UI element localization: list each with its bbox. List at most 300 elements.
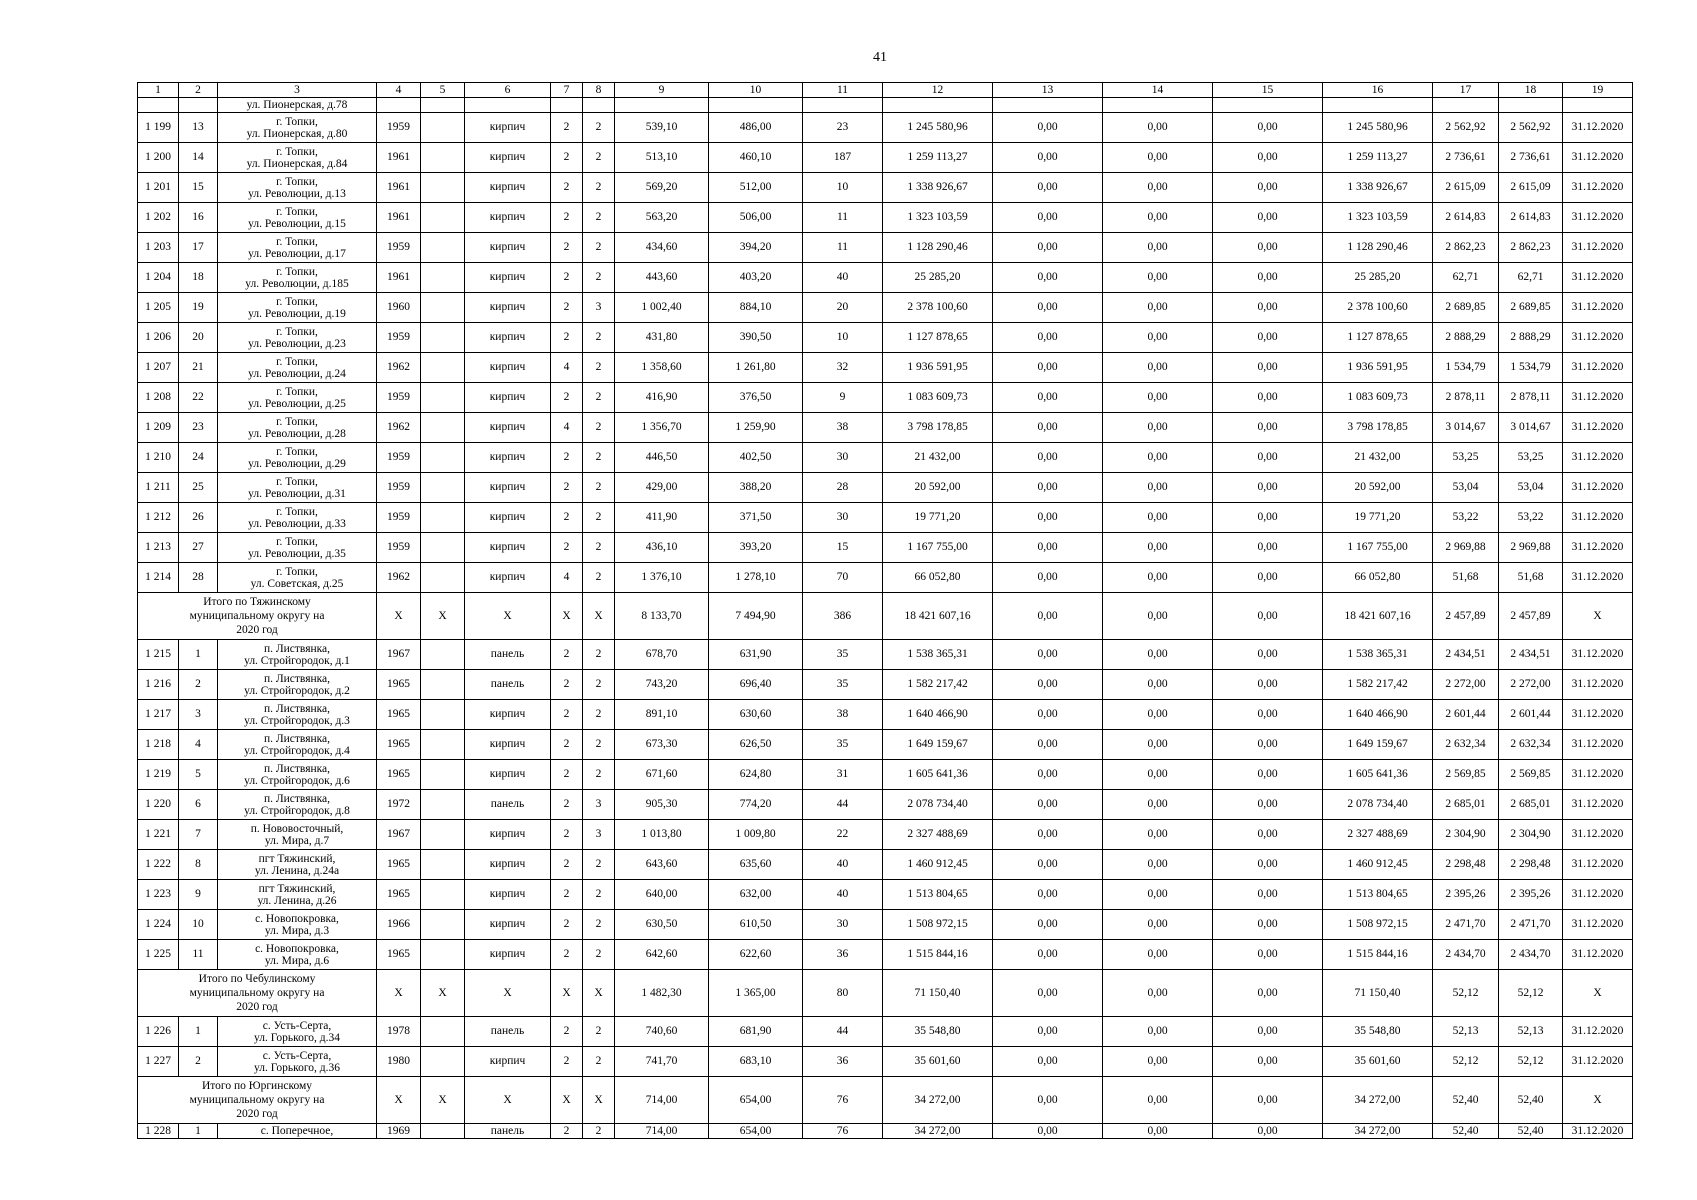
table-cell: 1 002,40 — [615, 293, 709, 323]
table-cell: 1 127 878,65 — [883, 323, 993, 353]
table-cell: 1961 — [377, 203, 421, 233]
table-row — [138, 413, 1633, 443]
table-cell: панель — [465, 1017, 551, 1047]
table-cell: 2 — [551, 233, 583, 263]
table-cell: 0,00 — [1103, 143, 1213, 173]
table-cell: 2 — [583, 233, 615, 263]
table-cell: 0,00 — [993, 760, 1103, 790]
table-cell: 654,00 — [709, 1077, 803, 1124]
cell-line: г. Топки, — [276, 145, 318, 158]
table-cell: 31.12.2020 — [1563, 1047, 1633, 1077]
table-cell: 0,00 — [1213, 970, 1323, 1017]
table-cell: 1 009,80 — [709, 820, 803, 850]
table-cell: 1961 — [377, 263, 421, 293]
column-header: 4 — [377, 83, 421, 98]
table-cell — [551, 98, 583, 113]
row-number: 1 203 — [138, 233, 179, 263]
table-cell: кирпич — [465, 820, 551, 850]
table-cell: кирпич — [465, 503, 551, 533]
table-cell: 1 649 159,67 — [1323, 730, 1433, 760]
address-cell — [218, 473, 377, 503]
table-cell: 1 640 466,90 — [1323, 700, 1433, 730]
table-cell — [421, 563, 465, 593]
table-row — [138, 263, 1633, 293]
column-header: 15 — [1213, 83, 1323, 98]
column-header: 7 — [551, 83, 583, 98]
address-cell — [218, 383, 377, 413]
address-cell — [218, 940, 377, 970]
table-cell: кирпич — [465, 533, 551, 563]
table-cell: X — [551, 1077, 583, 1124]
table-cell: 31.12.2020 — [1563, 353, 1633, 383]
cell-line: ул. Революции, д.25 — [248, 397, 346, 410]
cell-line: ул. Революции, д.31 — [248, 487, 346, 500]
table-cell: 31 — [803, 760, 883, 790]
table-cell: 187 — [803, 143, 883, 173]
table-cell: 2 878,11 — [1433, 383, 1499, 413]
table-cell: 626,50 — [709, 730, 803, 760]
table-cell: 2 — [583, 910, 615, 940]
table-cell: 0,00 — [993, 263, 1103, 293]
cell-line: г. Топки, — [276, 175, 318, 188]
cell-line: ул. Революции, д.29 — [248, 457, 346, 470]
table-cell: 429,00 — [615, 473, 709, 503]
cell-line: ул. Мира, д.3 — [264, 924, 330, 937]
address-cell — [218, 293, 377, 323]
cell-line: г. Топки, — [276, 475, 318, 488]
cell-line: с. Усть-Серта, — [262, 1019, 332, 1032]
table-cell: 0,00 — [1103, 850, 1213, 880]
table-cell: 394,20 — [709, 233, 803, 263]
table-cell: 31.12.2020 — [1563, 563, 1633, 593]
table-cell: 53,25 — [1499, 443, 1563, 473]
table-cell: 0,00 — [1213, 533, 1323, 563]
table-cell — [993, 98, 1103, 113]
table-cell: 1 127 878,65 — [1323, 323, 1433, 353]
address-cell — [218, 263, 377, 293]
table-cell: 31.12.2020 — [1563, 760, 1633, 790]
table-cell: 2 562,92 — [1433, 113, 1499, 143]
table-cell: кирпич — [465, 353, 551, 383]
table-cell: 0,00 — [1213, 1017, 1323, 1047]
table-cell: 1959 — [377, 533, 421, 563]
table-cell: 52,13 — [1499, 1017, 1563, 1047]
table-cell: 0,00 — [993, 503, 1103, 533]
table-cell — [421, 293, 465, 323]
table-cell: 0,00 — [1213, 473, 1323, 503]
table-cell: 52,12 — [1499, 1047, 1563, 1077]
table-cell: 11 — [803, 233, 883, 263]
table-cell: X — [1563, 593, 1633, 640]
table-cell: 2 601,44 — [1433, 700, 1499, 730]
table-cell — [421, 383, 465, 413]
table-cell: 34 272,00 — [1323, 1077, 1433, 1124]
table-cell: 1980 — [377, 1047, 421, 1077]
row-number: 1 213 — [138, 533, 179, 563]
table-row — [138, 670, 1633, 700]
table-cell: 569,20 — [615, 173, 709, 203]
table-cell: панель — [465, 1124, 551, 1139]
table-cell: 0,00 — [993, 1017, 1103, 1047]
table-cell: 743,20 — [615, 670, 709, 700]
table-cell: 1 259 113,27 — [1323, 143, 1433, 173]
table-cell: 2 — [551, 880, 583, 910]
table-cell: 2 — [551, 850, 583, 880]
address-cell — [218, 760, 377, 790]
table-cell: 0,00 — [1103, 533, 1213, 563]
table-cell: 2 327 488,69 — [883, 820, 993, 850]
table-row — [138, 533, 1633, 563]
row-number: 1 208 — [138, 383, 179, 413]
table-cell — [615, 98, 709, 113]
row-number: 1 214 — [138, 563, 179, 593]
cell-line: ул. Революции, д.33 — [248, 517, 346, 530]
table-cell: 8 133,70 — [615, 593, 709, 640]
column-header: 8 — [583, 83, 615, 98]
table-cell: 18 421 607,16 — [1323, 593, 1433, 640]
table-cell: 34 272,00 — [883, 1077, 993, 1124]
table-cell: 80 — [803, 970, 883, 1017]
cell-line: п. Листвянка, — [263, 762, 331, 775]
table-cell: 0,00 — [993, 203, 1103, 233]
table-row — [138, 233, 1633, 263]
table-cell: 1 323 103,59 — [883, 203, 993, 233]
address-cell — [218, 640, 377, 670]
table-cell: 2 — [551, 293, 583, 323]
table-cell: 2 457,89 — [1433, 593, 1499, 640]
table-cell: 3 — [583, 820, 615, 850]
cell-line: г. Топки, — [276, 235, 318, 248]
table-cell: 0,00 — [1213, 1047, 1323, 1077]
table-cell: 0,00 — [1103, 910, 1213, 940]
table-cell: 4 — [551, 353, 583, 383]
table-cell: 0,00 — [1103, 173, 1213, 203]
table-cell: 1 515 844,16 — [883, 940, 993, 970]
table-cell: 1959 — [377, 443, 421, 473]
cell-line: ул. Революции, д.24 — [248, 367, 346, 380]
table-cell: 38 — [803, 700, 883, 730]
item-number: 4 — [179, 730, 218, 760]
table-cell: 31.12.2020 — [1563, 233, 1633, 263]
continuation-row — [138, 98, 1633, 113]
table-cell: 443,60 — [615, 263, 709, 293]
table-cell: 0,00 — [1103, 593, 1213, 640]
table-cell: 2 685,01 — [1433, 790, 1499, 820]
table-cell: 1 649 159,67 — [883, 730, 993, 760]
table-cell: 714,00 — [615, 1077, 709, 1124]
table-cell: 0,00 — [993, 970, 1103, 1017]
cell-line: г. Топки, — [276, 355, 318, 368]
table-cell: 1 259 113,27 — [883, 143, 993, 173]
table-cell: 2 272,00 — [1499, 670, 1563, 700]
column-header: 19 — [1563, 83, 1633, 98]
table-cell: 0,00 — [1103, 413, 1213, 443]
cell-line: п. Листвянка, — [263, 792, 331, 805]
table-cell: 0,00 — [1103, 700, 1213, 730]
table-cell: 2 — [583, 473, 615, 503]
table-cell: 0,00 — [1103, 323, 1213, 353]
table-cell: 1 534,79 — [1433, 353, 1499, 383]
table-cell: 1959 — [377, 503, 421, 533]
table-cell: 1 508 972,15 — [883, 910, 993, 940]
table-cell: 388,20 — [709, 473, 803, 503]
item-number: 28 — [179, 563, 218, 593]
table-cell: 32 — [803, 353, 883, 383]
address-cell — [218, 443, 377, 473]
cell-line: г. Топки, — [276, 265, 318, 278]
table-cell: 1 128 290,46 — [1323, 233, 1433, 263]
table-cell: 19 771,20 — [883, 503, 993, 533]
table-cell: 0,00 — [1213, 143, 1323, 173]
table-cell: 2 434,70 — [1433, 940, 1499, 970]
table-cell: 31.12.2020 — [1563, 700, 1633, 730]
table-cell: 1 338 926,67 — [1323, 173, 1433, 203]
table-cell — [421, 640, 465, 670]
table-cell: 563,20 — [615, 203, 709, 233]
column-header: 9 — [615, 83, 709, 98]
table-row — [138, 203, 1633, 233]
table-cell: 22 — [803, 820, 883, 850]
address-cell — [218, 820, 377, 850]
table-cell — [421, 353, 465, 383]
table-cell: 0,00 — [993, 443, 1103, 473]
table-cell: 71 150,40 — [883, 970, 993, 1017]
address-cell — [218, 143, 377, 173]
table-cell — [421, 730, 465, 760]
cell-line: ул. Ленина, д.24а — [254, 864, 340, 877]
table-cell: 0,00 — [1213, 503, 1323, 533]
table-cell — [583, 98, 615, 113]
table-cell — [421, 443, 465, 473]
table-cell: 632,00 — [709, 880, 803, 910]
table-cell: 0,00 — [1103, 263, 1213, 293]
table-cell: 393,20 — [709, 533, 803, 563]
cell-line: муниципальному округу на — [189, 1094, 325, 1106]
table-cell: 3 — [583, 293, 615, 323]
table-cell: 1 513 804,65 — [1323, 880, 1433, 910]
table-cell: 31.12.2020 — [1563, 443, 1633, 473]
table-cell: 460,10 — [709, 143, 803, 173]
column-header: 1 — [138, 83, 179, 98]
table-cell: 630,50 — [615, 910, 709, 940]
cell-line: 2020 год — [236, 624, 278, 636]
table-cell: 0,00 — [1213, 563, 1323, 593]
table-cell: 1967 — [377, 820, 421, 850]
table-cell: 2 395,26 — [1433, 880, 1499, 910]
table-cell: 1965 — [377, 940, 421, 970]
table-cell: 1965 — [377, 880, 421, 910]
item-number: 5 — [179, 760, 218, 790]
table-cell: 0,00 — [1213, 353, 1323, 383]
row-number: 1 225 — [138, 940, 179, 970]
table-cell — [1499, 98, 1563, 113]
table-cell: 2 — [551, 910, 583, 940]
cell-line: Итого по Юргинскому — [201, 1080, 313, 1092]
table-cell: 30 — [803, 503, 883, 533]
table-cell: 31.12.2020 — [1563, 940, 1633, 970]
table-cell: 0,00 — [1103, 940, 1213, 970]
address-cell — [218, 98, 377, 113]
table-cell: 2 — [551, 443, 583, 473]
table-row — [138, 910, 1633, 940]
table-row — [138, 563, 1633, 593]
table-cell: 2 — [551, 790, 583, 820]
cell-line: ул. Пионерская, д.80 — [246, 127, 348, 140]
cell-line: г. Топки, — [276, 205, 318, 218]
table-cell: 486,00 — [709, 113, 803, 143]
cell-line: ул. Пионерская, д.78 — [246, 99, 348, 111]
table-cell: 0,00 — [1213, 413, 1323, 443]
table-cell: 31.12.2020 — [1563, 533, 1633, 563]
table-cell: кирпич — [465, 323, 551, 353]
table-cell: 15 — [803, 533, 883, 563]
cell-line: ул. Революции, д.35 — [248, 547, 346, 560]
address-cell — [218, 880, 377, 910]
table-cell: 714,00 — [615, 1124, 709, 1139]
table-cell: 10 — [803, 323, 883, 353]
table-cell: 53,25 — [1433, 443, 1499, 473]
cell-line: Итого по Тяжинскому — [203, 596, 311, 608]
table-cell: 0,00 — [1103, 473, 1213, 503]
table-cell: 2 471,70 — [1499, 910, 1563, 940]
table-cell: 1 605 641,36 — [1323, 760, 1433, 790]
table-cell — [421, 233, 465, 263]
table-cell: 741,70 — [615, 1047, 709, 1077]
table-row — [138, 790, 1633, 820]
table-cell: 1 508 972,15 — [1323, 910, 1433, 940]
table-cell: кирпич — [465, 760, 551, 790]
table-cell: 53,22 — [1499, 503, 1563, 533]
table-cell: X — [1563, 970, 1633, 1017]
address-cell — [218, 850, 377, 880]
table-cell: 35 601,60 — [1323, 1047, 1433, 1077]
table-cell: 416,90 — [615, 383, 709, 413]
address-cell — [218, 1047, 377, 1077]
table-cell: кирпич — [465, 730, 551, 760]
table-cell: X — [1563, 1077, 1633, 1124]
table-cell — [421, 263, 465, 293]
table-cell — [421, 98, 465, 113]
cell-line: с. Новопокровка, — [255, 912, 339, 925]
table-cell: 1 376,10 — [615, 563, 709, 593]
table-cell: 0,00 — [1213, 443, 1323, 473]
table-cell: кирпич — [465, 263, 551, 293]
column-header: 12 — [883, 83, 993, 98]
table-cell: 0,00 — [993, 1077, 1103, 1124]
cell-line: п. Нововосточный, — [250, 822, 344, 835]
table-cell: 1 460 912,45 — [1323, 850, 1433, 880]
table-cell: 0,00 — [1103, 880, 1213, 910]
table-row — [138, 1047, 1633, 1077]
table-cell: 0,00 — [993, 173, 1103, 203]
table-cell: 25 285,20 — [1323, 263, 1433, 293]
table-cell: 1959 — [377, 323, 421, 353]
table-cell: 2 — [583, 730, 615, 760]
table-cell: кирпич — [465, 910, 551, 940]
table-cell: 7 494,90 — [709, 593, 803, 640]
table-cell: 513,10 — [615, 143, 709, 173]
table-cell: 1 582 217,42 — [1323, 670, 1433, 700]
table-cell: 2 — [551, 640, 583, 670]
address-cell — [218, 790, 377, 820]
row-number: 1 217 — [138, 700, 179, 730]
table-cell: 0,00 — [1213, 1077, 1323, 1124]
table-cell: 1 259,90 — [709, 413, 803, 443]
table-cell: 31.12.2020 — [1563, 880, 1633, 910]
table-cell: 2 878,11 — [1499, 383, 1563, 413]
row-number: 1 216 — [138, 670, 179, 700]
table-cell: 2 434,70 — [1499, 940, 1563, 970]
cell-line: муниципальному округу на — [189, 987, 325, 999]
table-cell — [803, 98, 883, 113]
table-cell: 2 736,61 — [1433, 143, 1499, 173]
table-cell — [1103, 98, 1213, 113]
table-cell: 1 128 290,46 — [883, 233, 993, 263]
table-cell: 0,00 — [1213, 910, 1323, 940]
table-cell: 0,00 — [1103, 233, 1213, 263]
cell-line: г. Топки, — [276, 505, 318, 518]
table-cell: 0,00 — [1213, 323, 1323, 353]
table-cell: 390,50 — [709, 323, 803, 353]
row-number: 1 201 — [138, 173, 179, 203]
table-cell: 0,00 — [993, 1124, 1103, 1139]
table-cell: 403,20 — [709, 263, 803, 293]
item-number: 1 — [179, 1124, 218, 1139]
item-number: 23 — [179, 413, 218, 443]
table-cell: 0,00 — [993, 113, 1103, 143]
table-cell: 0,00 — [993, 563, 1103, 593]
table-cell: 2 — [551, 820, 583, 850]
table-cell: 2 888,29 — [1499, 323, 1563, 353]
table-cell: 0,00 — [1103, 790, 1213, 820]
table-cell: X — [583, 1077, 615, 1124]
item-number: 13 — [179, 113, 218, 143]
table-cell: 1969 — [377, 1124, 421, 1139]
table-cell: 2 — [583, 670, 615, 700]
table-cell: 2 — [551, 173, 583, 203]
table-cell: 2 632,34 — [1499, 730, 1563, 760]
row-number: 1 202 — [138, 203, 179, 233]
cell-line: пгт Тяжинский, — [258, 882, 336, 895]
table-cell: 1967 — [377, 640, 421, 670]
row-number: 1 222 — [138, 850, 179, 880]
table-cell: 30 — [803, 910, 883, 940]
table-cell: кирпич — [465, 563, 551, 593]
row-number: 1 215 — [138, 640, 179, 670]
table-cell: X — [583, 970, 615, 1017]
table-cell: 1960 — [377, 293, 421, 323]
table-cell: панель — [465, 790, 551, 820]
table-cell: X — [465, 970, 551, 1017]
cell-line: ул. Революции, д.28 — [248, 427, 346, 440]
row-number: 1 207 — [138, 353, 179, 383]
table-cell: 31.12.2020 — [1563, 910, 1633, 940]
table-cell: 2 888,29 — [1433, 323, 1499, 353]
item-number: 25 — [179, 473, 218, 503]
address-cell — [218, 203, 377, 233]
table-cell — [1563, 98, 1633, 113]
table-cell: 53,22 — [1433, 503, 1499, 533]
cell-line: 2020 год — [236, 1001, 278, 1013]
table-cell — [1323, 98, 1433, 113]
table-cell: 1965 — [377, 730, 421, 760]
table-cell: 2 272,00 — [1433, 670, 1499, 700]
table-cell: 434,60 — [615, 233, 709, 263]
table-cell: 1 083 609,73 — [883, 383, 993, 413]
row-number: 1 211 — [138, 473, 179, 503]
table-cell — [421, 1047, 465, 1077]
table-cell — [421, 940, 465, 970]
